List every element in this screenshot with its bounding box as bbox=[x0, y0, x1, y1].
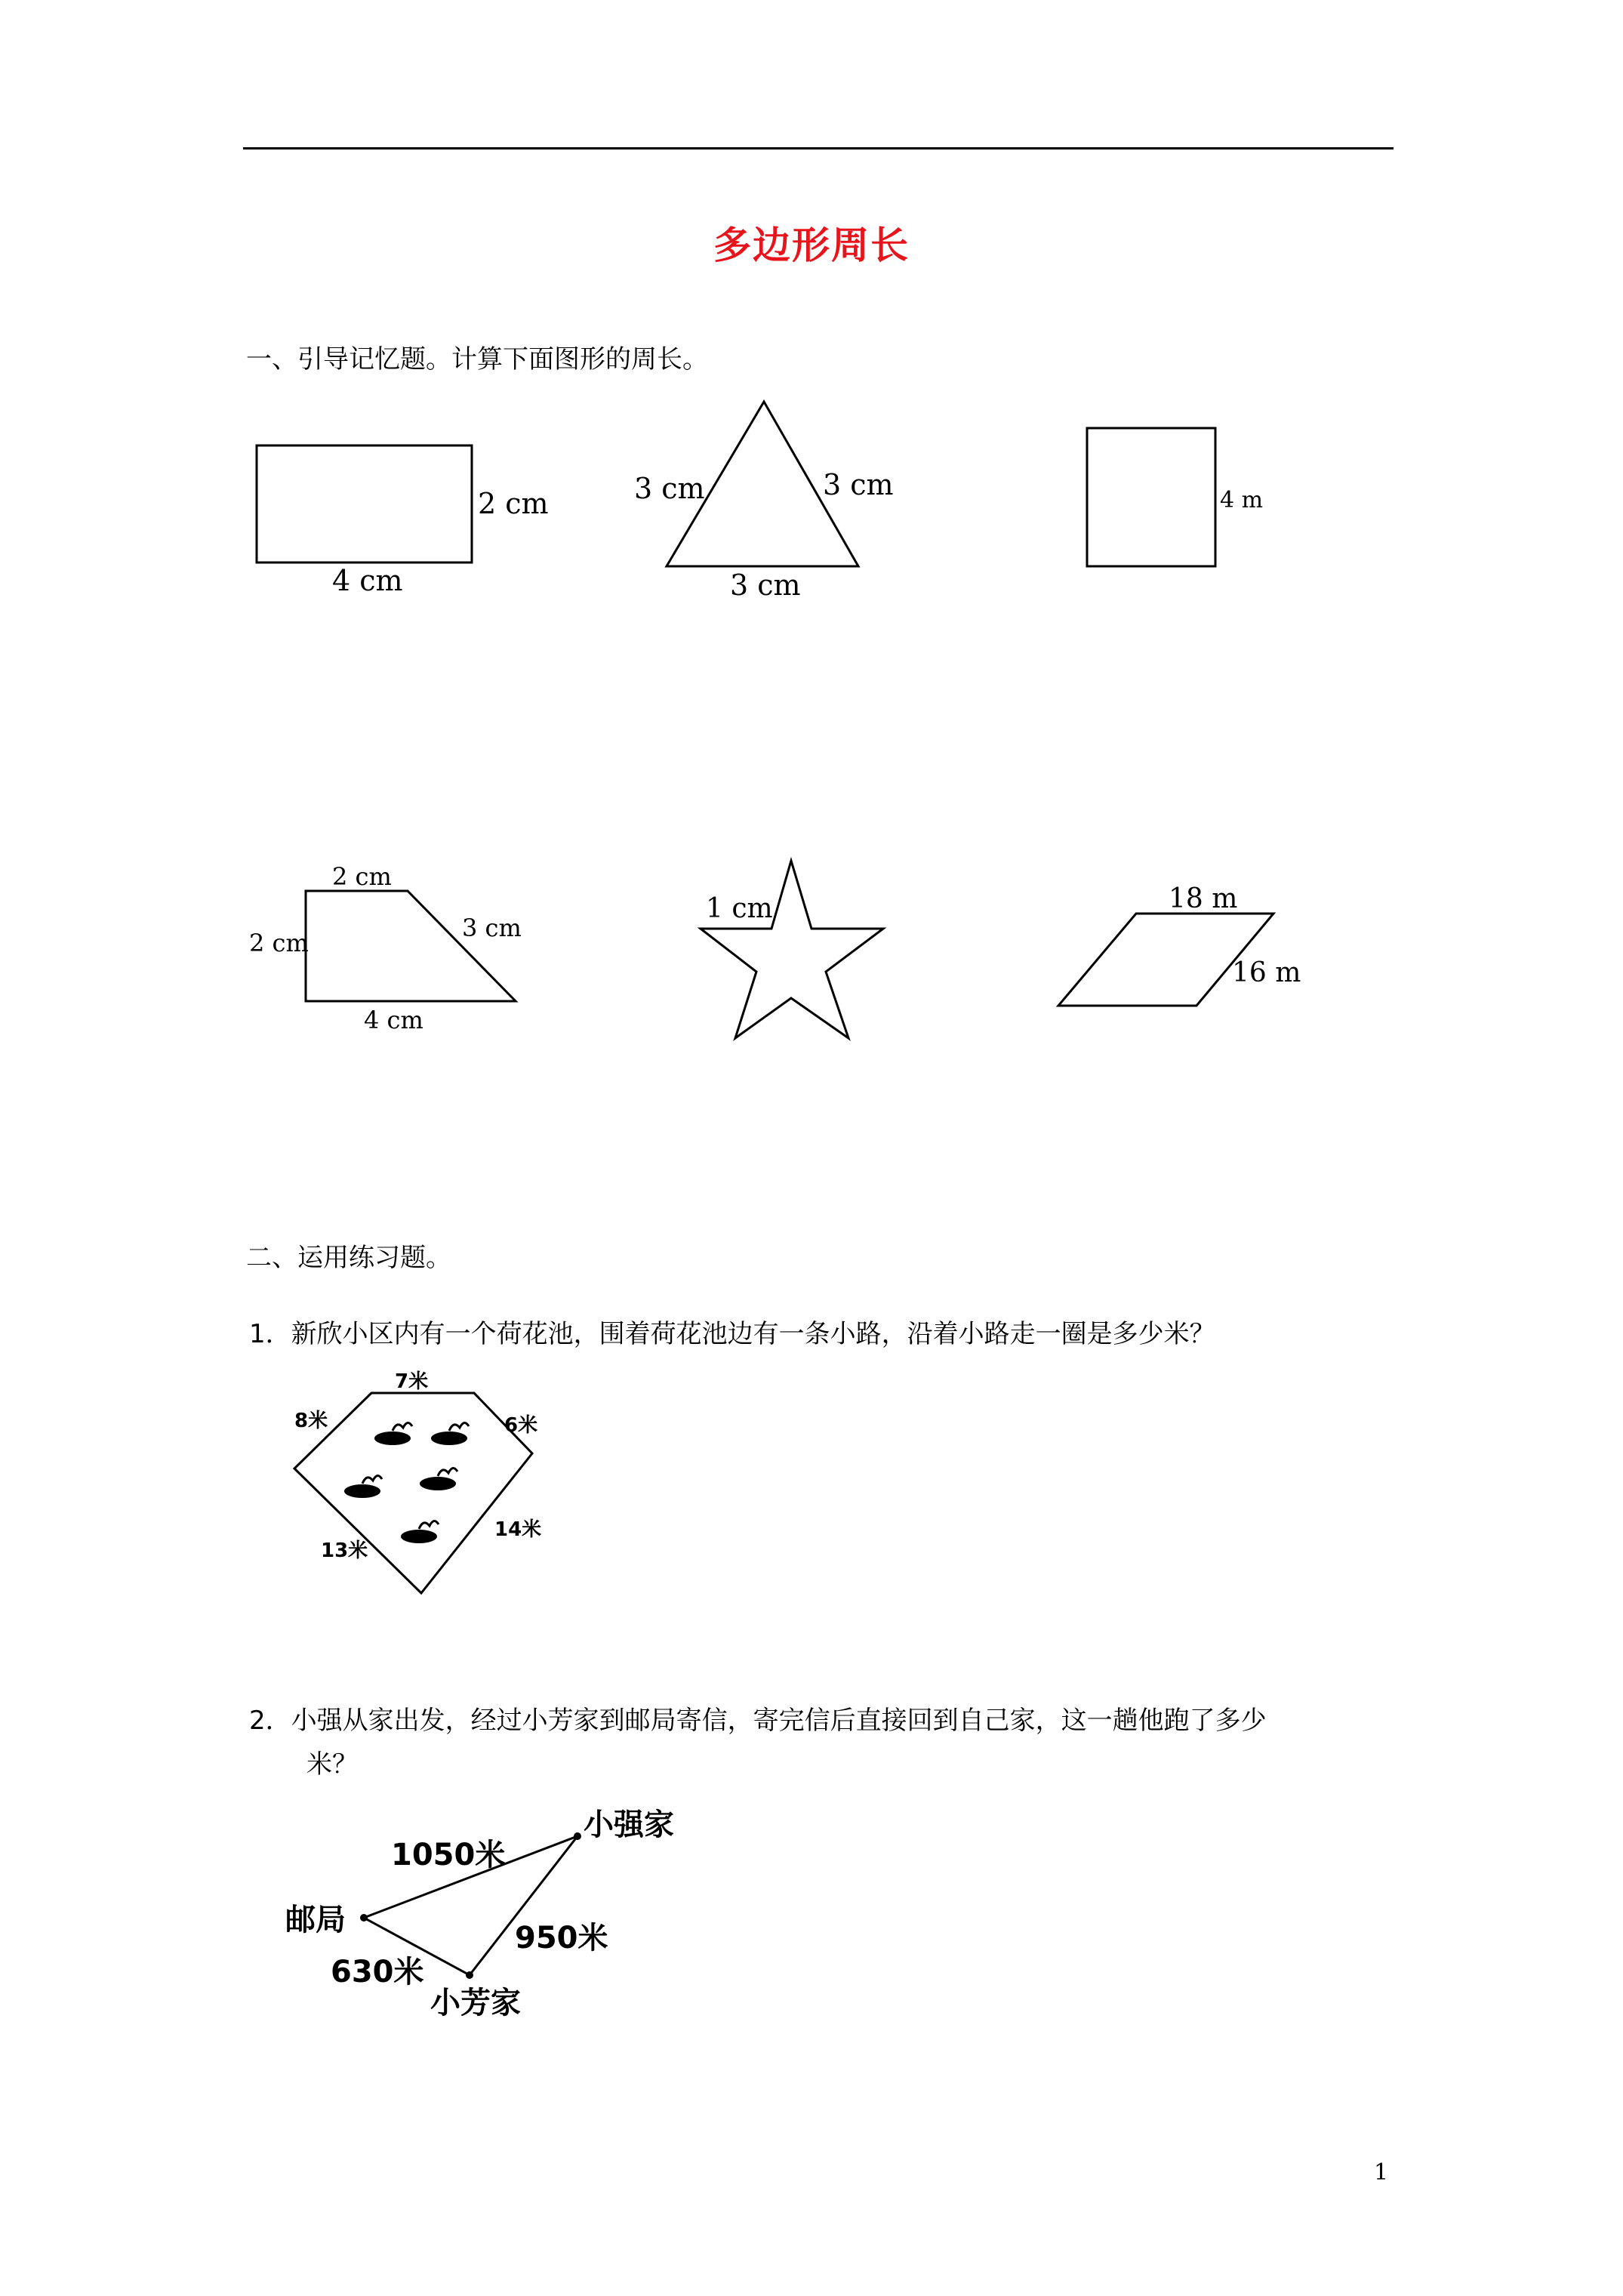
page-number: 1 bbox=[1374, 2159, 1389, 2186]
xiaofang-home-label: 小芳家 bbox=[430, 1986, 521, 2020]
square-side-label: 4 m bbox=[1220, 487, 1264, 513]
question-1-text: 新欣小区内有一个荷花池，围着荷花池边有一条小路，沿着小路走一圈是多少米？ bbox=[291, 1319, 1215, 1349]
pond-lower-right-label: 14米 bbox=[494, 1518, 542, 1541]
section-1-figures bbox=[0, 0, 1623, 1095]
section-2-heading: 二、运用练习题。 bbox=[246, 1243, 451, 1273]
triangle-figure bbox=[634, 402, 894, 602]
trapezoid-bottom-label: 4 cm bbox=[364, 1006, 423, 1034]
lotus-leaves-icon bbox=[344, 1422, 469, 1543]
question-1-number: 1． bbox=[249, 1319, 291, 1349]
star-shape bbox=[701, 861, 883, 1038]
pond-upper-right-label: 6米 bbox=[504, 1414, 538, 1437]
lotus-pond-shape bbox=[294, 1393, 532, 1593]
square-shape bbox=[1087, 428, 1215, 566]
section-1-heading: 一、引导记忆题。计算下面图形的周长。 bbox=[246, 344, 708, 374]
trapezoid-slant-label: 3 cm bbox=[462, 914, 522, 942]
rectangle-height-label: 2 cm bbox=[478, 487, 549, 520]
trapezoid-shape bbox=[306, 891, 516, 1001]
square-figure bbox=[1087, 428, 1263, 566]
star-side-label: 1 cm bbox=[706, 893, 773, 924]
rectangle-figure bbox=[257, 445, 549, 597]
pond-upper-left-label: 8米 bbox=[294, 1410, 328, 1432]
parallelogram-top-label: 18 m bbox=[1169, 883, 1238, 914]
question-2-number: 2． bbox=[249, 1706, 291, 1736]
xiaoqiang-home-point bbox=[574, 1832, 581, 1840]
question-2-text: 小强从家出发，经过小芳家到邮局寄信，寄完信后直接回到自己家，这一趟他跑了多少 bbox=[291, 1706, 1267, 1736]
question-2-text-continued: 米？ bbox=[306, 1749, 358, 1780]
triangle-right-label: 3 cm bbox=[823, 468, 894, 501]
trapezoid-left-label: 2 cm bbox=[249, 929, 309, 957]
question-1 bbox=[249, 1312, 1215, 1356]
pond-lower-left-label: 13米 bbox=[321, 1539, 368, 1562]
trapezoid-figure bbox=[249, 862, 522, 1034]
parallelogram-side-label: 16 m bbox=[1232, 957, 1301, 988]
page-title: 多边形周长 bbox=[713, 223, 910, 267]
post-office-point bbox=[360, 1914, 368, 1922]
pond-top-label: 7米 bbox=[395, 1370, 429, 1393]
post-office-label: 邮局 bbox=[285, 1903, 346, 1937]
xiaofang-home-point bbox=[466, 1971, 473, 1979]
lotus-pond-figure bbox=[0, 1359, 604, 1608]
triangle-left-label: 3 cm bbox=[634, 472, 705, 505]
parallelogram-figure bbox=[1058, 883, 1301, 1006]
rectangle-width-label: 4 cm bbox=[332, 564, 403, 597]
distance-xiaoqiang-xiaofang-label: 950米 bbox=[515, 1921, 608, 1955]
route-figure bbox=[0, 1789, 755, 2039]
star-figure bbox=[701, 861, 883, 1038]
triangle-bottom-label: 3 cm bbox=[730, 569, 801, 602]
distance-post-xiaofang-label: 630米 bbox=[331, 1955, 424, 1989]
distance-post-xiaoqiang-label: 1050米 bbox=[391, 1838, 506, 1872]
rectangle-shape bbox=[257, 445, 472, 562]
trapezoid-top-label: 2 cm bbox=[332, 862, 392, 891]
xiaoqiang-home-label: 小强家 bbox=[584, 1808, 674, 1842]
question-2 bbox=[249, 1699, 1267, 1786]
